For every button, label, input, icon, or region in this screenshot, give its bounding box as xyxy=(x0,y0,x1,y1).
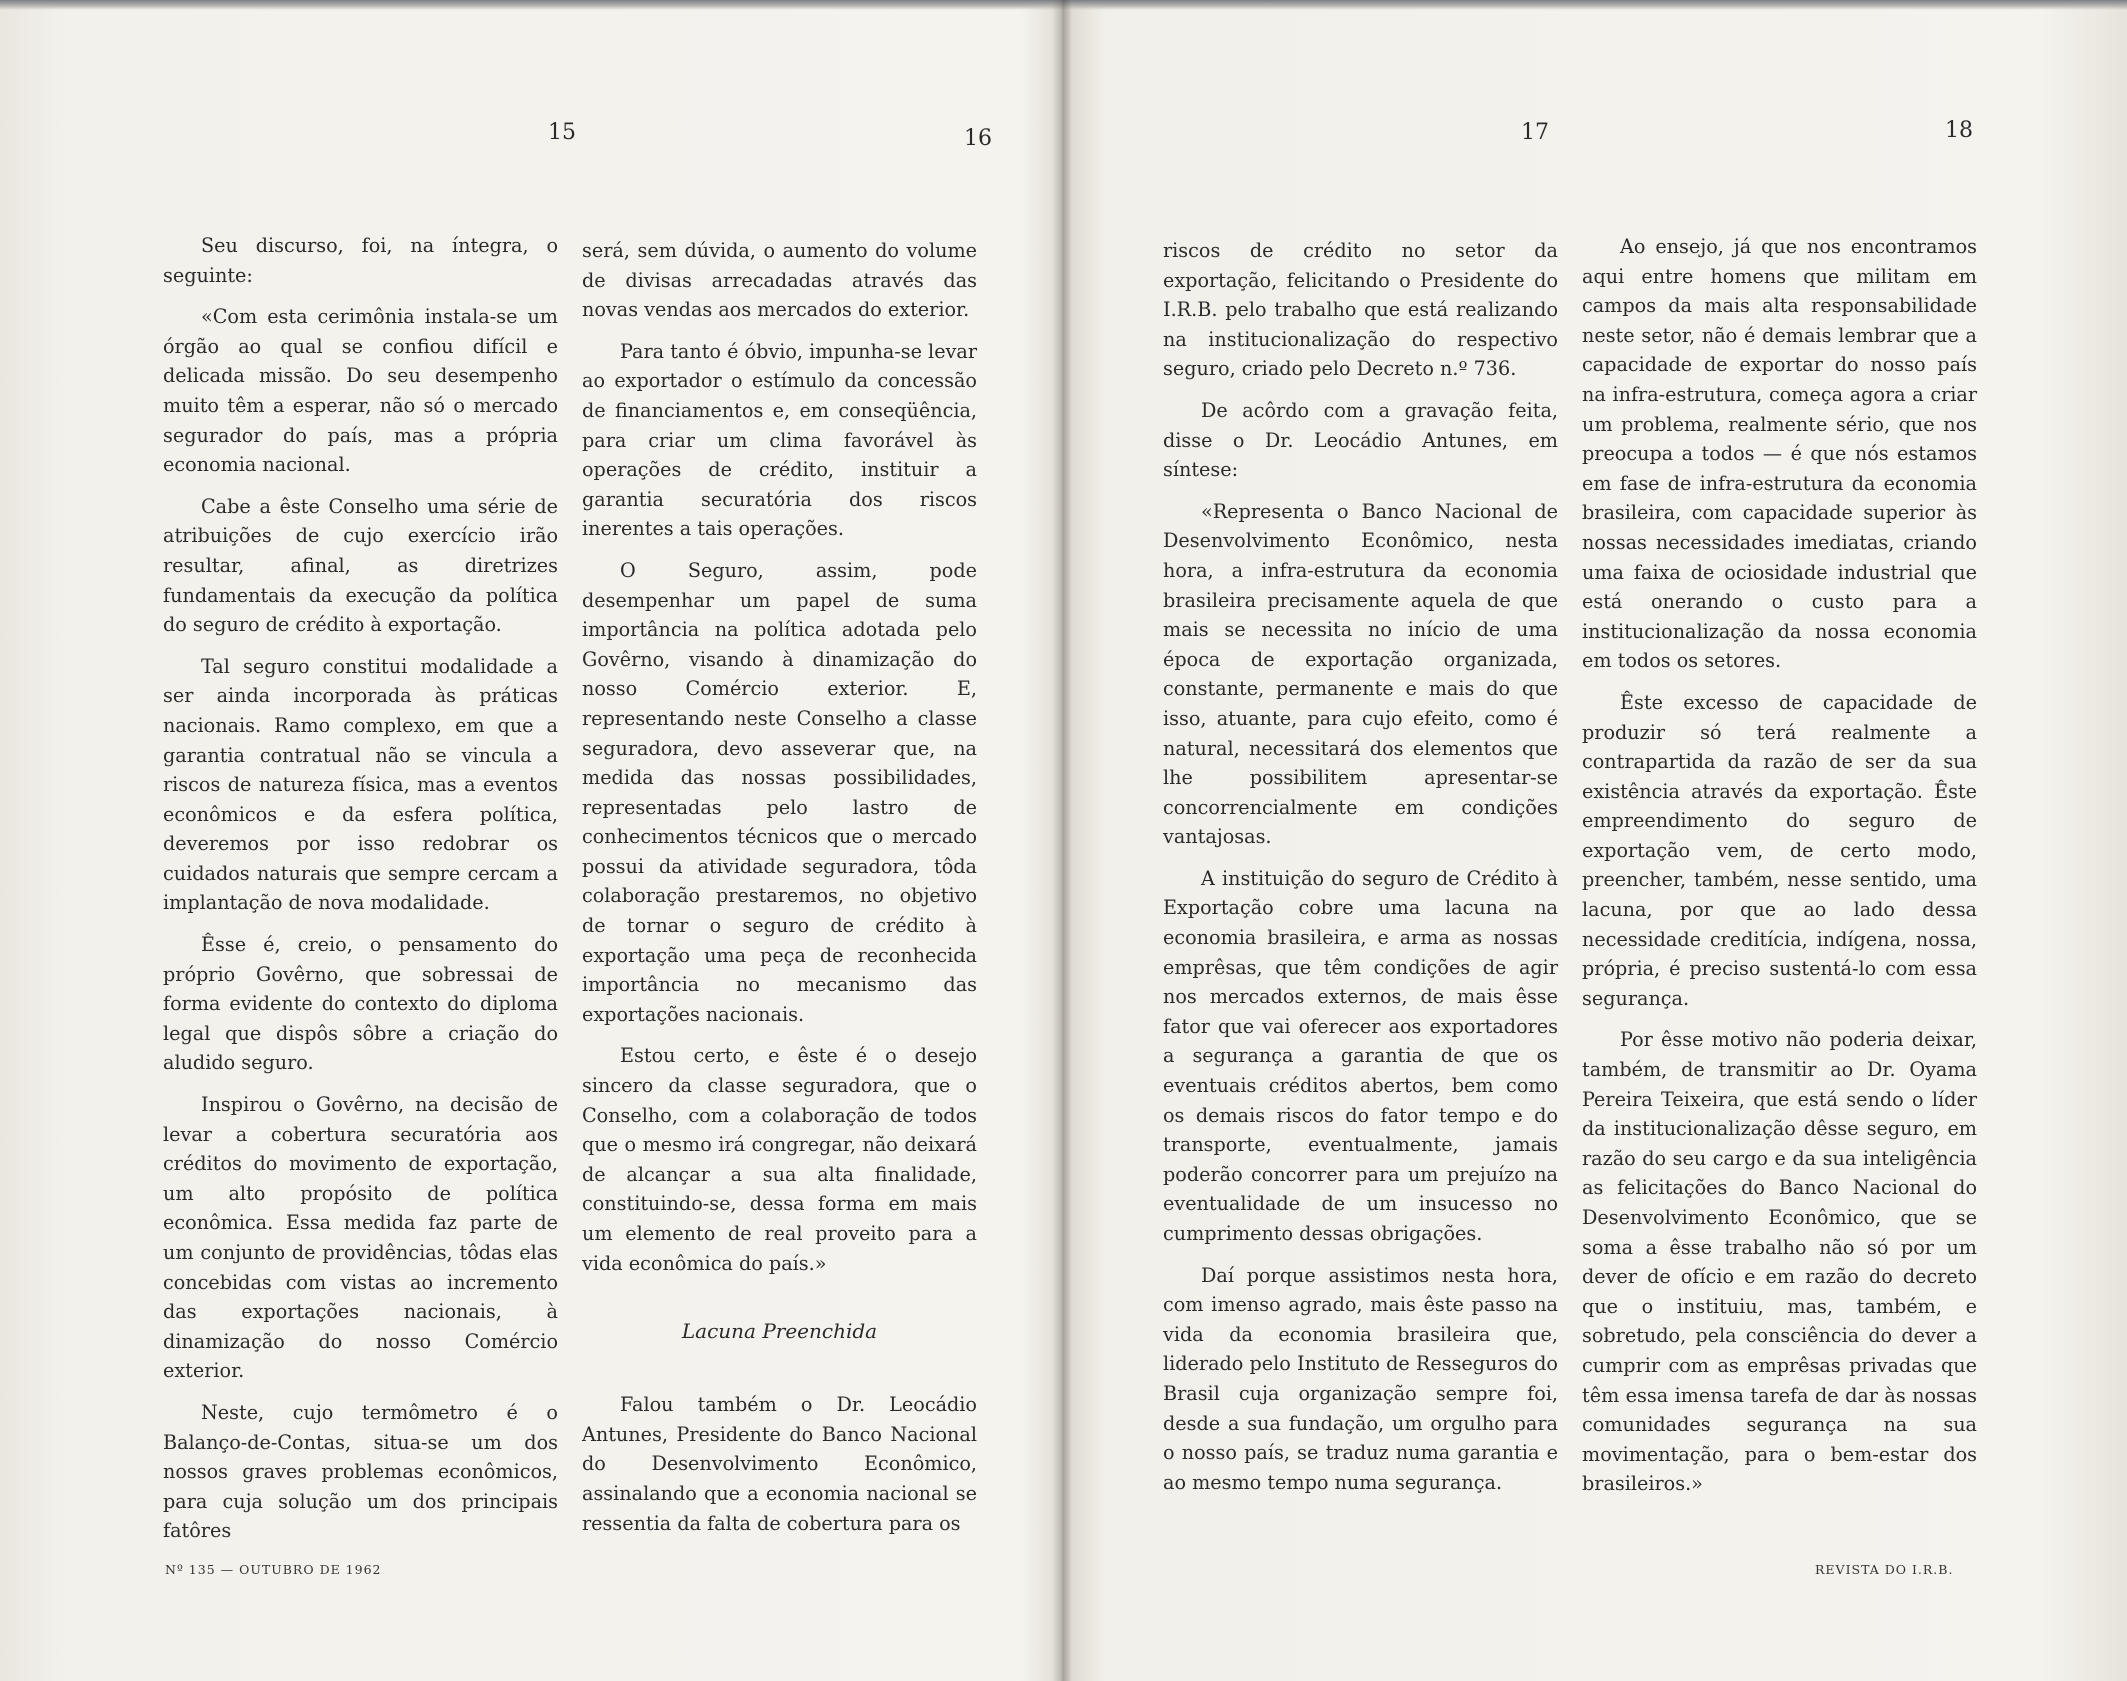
column-page-15 xyxy=(163,231,558,1558)
paragraph: Ao ensejo, já que nos encontramos aqui entre homens que militam em campos da mais alta responsabilidade neste setor, não é demais lembrar que a capacidade de exportar do nosso país na infra-estrutura, começa agora a criar um problema, realmente sério, que nos preocupa a todos — é que nós estamos em fase de infra-estrutura da economia brasileira, com capacidade superior às nossas necessidades imediatas, criando uma faixa de ociosidade industrial que está onerando o custo para a institucionalização da nossa economia em todos os setores. xyxy=(1582,235,1977,673)
paragraph: riscos de crédito no setor da exportação, felicitando o Presidente do I.R.B. pelo trabalho que está realizando na institucionalização do respectivo seguro, criado pelo Decreto n.º 736. xyxy=(1163,239,1558,381)
paragraph: Por êsse motivo não poderia deixar, também, de transmitir ao Dr. Oyama Pereira Teixeira, que está sendo o líder da institucionalização dêsse seguro, em razão do seu cargo e da sua inteligência as felicitações do Banco Nacional do Desenvolvimento Econômico, que se soma a êsse trabalho não só por um dever de ofício e em razão do decreto que o instituiu, mas, também, e sobretudo, pela consciência do dever a cumprir com as emprêsas privadas que têm essa imensa tarefa de dar às nossas comunidades segurança na sua movimentação, para o bem-estar dos brasileiros.» xyxy=(1582,1028,1977,1496)
paragraph: A instituição do seguro de Crédito à Exportação cobre uma lacuna na economia brasileira, e arma as nossas emprêsas, que têm condições de agir nos mercados externos, de mais êsse fator que vai oferecer aos exportadores a segurança a garantia de que os eventuais créditos abertos, bem como os demais riscos do fator tempo e do transporte, eventualmente, jamais poderão concorrer para um prejuízo na eventualidade de um insucesso no cumprimento dessas obrigações. xyxy=(1163,866,1558,1245)
paragraph: será, sem dúvida, o aumento do volume de divisas arrecadadas através das novas vendas aos mercados do exterior. xyxy=(582,239,977,322)
footer-journal: REVISTA DO I.R.B. xyxy=(1815,1562,1954,1577)
paragraph: De acôrdo com a gravação feita, disse o Dr. Leocádio Antunes, em síntese: xyxy=(1163,398,1558,482)
paragraph: Tal seguro constitui modalidade a ser ainda incorporada às práticas nacionais. Ramo complexo, em que a garantia contratual não se vincula a riscos de natureza física, mas a eventos econômicos e da esfera política, deveremos por isso redobrar os cuidados naturais que sempre cercam a implantação de nova modalidade. xyxy=(163,654,558,915)
paragraph: Neste, cujo termômetro é o Balanço-de-Contas, situa-se um dos nossos graves problemas econômicos, para cuja solução um dos principais fatôres xyxy=(163,1400,558,1543)
paragraph: O Seguro, assim, pode desempenhar um papel de suma importância na política adotada pelo Govêrno, visando à dinamização do nosso Comércio exterior. E, representando neste Conselho a classe seguradora, devo asseverar que, na medida das nossas possibilidades, representadas pelo lastro de conhecimentos técnicos que o mercado possui da atividade seguradora, tôda colaboração prestaremos, no objetivo de tornar o seguro de crédito à exportação uma peça de reconhecida importância no mecanismo das exportações nacionais. xyxy=(582,558,977,1026)
paragraph: Seu discurso, foi, na íntegra, o seguinte: xyxy=(163,234,558,287)
column-page-18 xyxy=(1582,232,1977,1511)
paragraph: Falou também o Dr. Leocádio Antunes, Presidente do Banco Nacional do Desenvolvimento Econômico, assinalando que a economia nacional se ressentia da falta de cobertura para os xyxy=(582,1393,977,1535)
section-heading: Lacuna Preenchida xyxy=(681,1319,878,1344)
page-number-15: 15 xyxy=(548,120,576,145)
page-number-18: 18 xyxy=(1945,118,1973,143)
paragraph: Estou certo, e êste é o desejo sincero da classe seguradora, que o Conselho, com a colaboração de todos que o mesmo irá congregar, não deixará de alcançar a sua alta finalidade, constituindo-se, dessa forma em mais um elemento de real proveito para a vida econômica do país.» xyxy=(582,1044,977,1275)
footer-issue: Nº 135 — OUTUBRO DE 1962 xyxy=(165,1562,382,1577)
paragraph: Êste excesso de capacidade de produzir só terá realmente a contrapartida da razão de ser da sua existência através da exportação. Êste empreendimento do seguro de exportação vem, de certo modo, preencher, também, nesse sentido, uma lacuna, por que ao lado dessa necessidade creditícia, indígena, nossa, própria, é preciso sustentá-lo com essa segurança. xyxy=(1582,690,1977,1010)
page-gutter xyxy=(1052,0,1072,1681)
paragraph: Inspirou o Govêrno, na decisão de levar a cobertura securatória aos créditos do movimento de exportação, um alto propósito de política econômica. Essa medida faz parte de um conjunto de providências, tôdas elas concebidas com vistas ao incremento das exportações nacionais, à dinamização do nosso Comércio exterior. xyxy=(163,1093,558,1383)
paragraph: Êsse é, creio, o pensamento do próprio Govêrno, que sobressai de forma evidente do contexto do diploma legal que dispôs sôbre a criação do aludido seguro. xyxy=(163,933,558,1075)
paragraph: «Representa o Banco Nacional de Desenvolvimento Econômico, nesta hora, a infra-estrutura da economia brasileira precisamente aquela de que mais se necessita no início de uma época de exportação organizada, constante, permanente e mais do que isso, atuante, para cujo efeito, como é natural, necessitará dos elementos que lhe possibilitem apresentar-se concorrencialmente em condições vantajosas. xyxy=(1163,499,1558,849)
paragraph: Daí porque assistimos nesta hora, com imenso agrado, mais êste passo na vida da economia brasileira que, liderado pelo Instituto de Resseguros do Brasil cuja organização sempre foi, desde a sua fundação, um orgulho para o nosso país, se traduz numa garantia e ao mesmo tempo numa segurança. xyxy=(1163,1263,1558,1494)
paragraph: «Com esta cerimônia instala-se um órgão ao qual se confiou difícil e delicada missão. Do seu desempenho muito têm a esperar, não só o mercado segurador do país, mas a própria economia nacional. xyxy=(163,305,558,477)
page-number-17: 17 xyxy=(1521,120,1549,145)
paragraph: Cabe a êste Conselho uma série de atribuições de cujo exercício irão resultar, afinal, as diretrizes fundamentais da execução da política do seguro de crédito à exportação. xyxy=(163,494,558,637)
column-page-17 xyxy=(1163,236,1558,1509)
page-number-16: 16 xyxy=(964,126,992,151)
column-page-16 xyxy=(582,236,977,1550)
paragraph: Para tanto é óbvio, impunha-se levar ao exportador o estímulo da concessão de financiamentos e, em conseqüência, para criar um clima favorável às operações de crédito, instituir a garantia securatória dos riscos inerentes a tais operações. xyxy=(582,339,977,541)
